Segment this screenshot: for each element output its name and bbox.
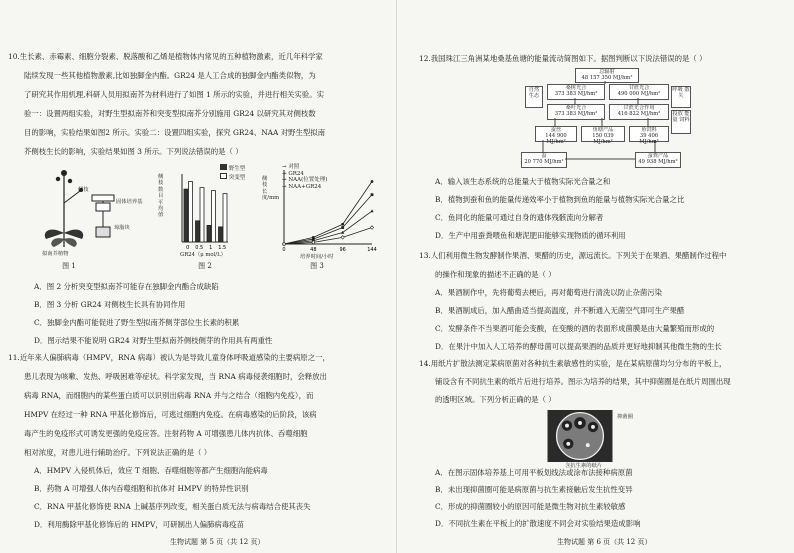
q11-line: 病毒 RNA，而细胞内的某些蛋白质可以识别出病毒 RNA 并与之结合（细胞内免疫），而	[24, 391, 314, 400]
q11-option-d: D．利用酶除甲基化修饰后的 HMPV，可研制出人偏肺病毒疫苗	[34, 520, 244, 529]
node-box	[547, 104, 605, 120]
data-point	[341, 231, 344, 234]
side-box	[671, 110, 691, 134]
legend-item	[220, 164, 245, 173]
q13-option-c: C．发酵条件不当果酒可能会变酸，在变酸的酒的表面形成菌膜是由大量繁殖而形成的	[435, 324, 715, 333]
node-box	[547, 84, 605, 100]
q11-line: 相对浓度，对患儿进行辅助治疗。下列说法正确的是（ ）	[24, 448, 212, 457]
q10-line: 验一：设置两组实验，对野生型拟南芥和突变型拟南芥分别施用 GR24 以研究其对侧枝数	[24, 109, 316, 118]
legend-label: 野生型	[228, 166, 246, 172]
q10-option-a: A．图 2 分析突变型拟南芥可能存在独脚金内酯合成缺陷	[34, 282, 219, 291]
node-value: 373 383 MJ/hm²	[554, 91, 598, 97]
node-label: 桑树光合	[565, 85, 587, 91]
bottom-right-box	[635, 152, 681, 168]
q14-line-1: 铺设含有不同抗生素的纸片后进行培养。图示为培养的结果，其中抑菌圈是在纸片周围出现	[435, 377, 731, 386]
right-footer: 生物试题 第 6 页（共 12 页）	[557, 538, 652, 546]
node-value: 20 770 MJ/hm²	[524, 159, 564, 165]
q13-option-d: D．在果汁中加入人工培养的酵母菌可以提高果酒的品质并更好地抑制其他微生物的生长	[435, 342, 722, 351]
data-point	[370, 226, 373, 230]
q13-option-b: B．果酒制成后，加入醋曲适当提高温度，并不断通入无菌空气即可生产果醋	[435, 306, 685, 315]
q11-option-c: C．RNA 甲基化修饰使 RNA 上碱基序列改变，相关蛋白质无法与病毒结合使其丧失	[34, 502, 311, 511]
node-value: 49 938 MJ/hm²	[638, 159, 678, 165]
data-point	[341, 223, 344, 226]
node-label: 鱼塘产品	[592, 127, 614, 133]
q14-option-c: C．形成的抑菌圈较小的原因可能是微生物对抗生素较敏感	[435, 502, 626, 511]
right-page	[397, 0, 794, 553]
q10-option-c: C．独脚金内酯可能促进了野生型拟南芥侧芽部位生长素的积累	[34, 318, 240, 327]
q11-line: 11.近年来人偏肺病毒（HMPV，RNA 病毒）被认为是导致儿童身体呼吸道感染的主要病原之一，	[8, 353, 330, 362]
middle-box	[581, 126, 625, 145]
fig1-label: 侧枝	[78, 187, 89, 193]
node-label: 蚕丝	[550, 127, 562, 133]
bar	[200, 188, 204, 242]
outflow-box	[671, 86, 691, 108]
petri-dish	[547, 410, 613, 462]
node-value: 416 822 MJ/hm²	[617, 111, 661, 117]
bar	[219, 227, 223, 242]
node-label: 甘蔗光合	[628, 85, 650, 91]
data-point	[341, 226, 344, 229]
node-label: 鱼饲料	[641, 127, 657, 133]
legend-item	[220, 173, 245, 182]
legend-item: → GR24	[282, 170, 304, 177]
source-value: 48 157 350 MJ/hm²	[581, 75, 633, 81]
x-tick-label: 0.5	[195, 245, 204, 251]
figure-1	[34, 163, 144, 271]
legend-item: → 对照	[282, 164, 300, 170]
fig1-label: 固体培养基	[116, 199, 143, 205]
middle-box	[629, 126, 669, 145]
q12-line: 12.我国珠江三角洲某地桑基鱼塘的能量流动简图如下。据图判断以下说法错误的是（ ）	[419, 54, 707, 63]
series-line	[284, 211, 372, 244]
q14-option-b: B．未出现抑菌圈可能是病原菌与抗生素接触后发生抗性变异	[435, 485, 633, 494]
q11-line: 毒产生的免疫形式可诱发更强的免疫应答。注射药物 A 可增强患儿体内抗体、吞噬细胞	[24, 429, 308, 438]
q14-line-2: 的透明区域。下列分析正确的是（ ）	[435, 395, 556, 404]
q12-option-d: D．生产中用蚕粪喂鱼和塘泥肥田能够实现物质的循环利用	[435, 231, 626, 240]
fig3-ylabel: 侧枝长度/mm	[262, 176, 280, 202]
fig1-label: 琼脂块	[114, 225, 130, 231]
figure-3	[262, 162, 380, 272]
figure-1-caption: 图 1	[62, 262, 76, 270]
q13-line: 的操作和现象的描述不正确的是（ ）	[435, 270, 556, 279]
q10-line: 陆续发现一些其他植物激素,比如独脚金内酯。GR24 是人工合成的独脚金内酯类似物，为	[24, 71, 316, 80]
figure-2	[158, 162, 258, 272]
x-tick-label: 96	[339, 247, 346, 253]
legend-label: GR24	[288, 170, 304, 177]
source-box	[575, 68, 639, 83]
x-tick-label: 1	[209, 245, 213, 251]
q12-option-b: B．植物到蚕和鱼的能量传递效率小于植物到鱼的能量与植物实际光合量之比	[435, 195, 685, 204]
node-label: 甘蔗光合作用	[623, 105, 655, 111]
bar	[212, 191, 216, 242]
x-tick-label: 0	[186, 245, 190, 251]
figure-3-caption: 图 3	[310, 262, 324, 270]
bar	[223, 194, 227, 242]
bar	[196, 221, 200, 242]
data-point	[341, 236, 344, 240]
q11-line: HMPV 在经过一种 RNA 甲基化修饰后，可逃过细胞内免疫。在病毒感染的后阶段，该病	[24, 410, 317, 419]
node-label: 蚕粪产品	[647, 153, 669, 159]
fig2-ylabel: 侧枝数目平均值	[158, 174, 164, 219]
q10-line: 了研究其作用机理,科研人员用拟南芥为材料进行了如图 1 所示的实验，并进行相关实验。实	[24, 90, 324, 99]
node-value: 150 039 MJ/hm²	[592, 133, 614, 145]
x-tick-label: 1.5	[218, 245, 227, 251]
q11-option-a: A．HMPV 入侵机体后，效应 T 细胞、吞噬细胞等都产生细胞沟能病毒	[34, 466, 268, 475]
x-tick-label: 48	[310, 247, 317, 253]
x-tick-label: 144	[367, 247, 377, 253]
q10-line: 10.生长素、赤霉素、细胞分裂素、脱落酸和乙烯是植物体内常见的五种植物激素，近几年科学家	[8, 52, 323, 61]
data-point	[371, 193, 374, 196]
fig2-xlabel: GR24（μ mol/L）	[180, 252, 226, 258]
bar	[189, 182, 193, 242]
q10-line: 芥侧枝生长的影响，实验结果如图 3 所示。下列说法错误的是（ ）	[24, 147, 243, 156]
q14-option-a: A．在图示固体培养基上可用平板划线法或涂布法接种病原菌	[435, 468, 633, 477]
q14-option-d: D．不同抗生素在平板上的扩散速度不同会对实验结果造成影响	[435, 519, 641, 528]
figure-2-caption: 图 2	[198, 262, 212, 270]
petri-dish-figure	[547, 410, 657, 470]
left-footer: 生物试题 第 5 页（共 12 页）	[170, 538, 265, 546]
x-tick-label: 0	[282, 247, 286, 253]
q10-line: 目的影响，实验结果如图2 所示。实验二：设置四组实验，探究 GR24、NAA 对野生型拟南	[24, 128, 326, 137]
outflow-label: 呼吸 散失	[672, 87, 690, 99]
fig3-legend	[282, 164, 327, 190]
bar	[184, 189, 188, 242]
q13-option-a: A．果酒制作中，先将葡萄去梗后，再对葡萄进行清洗以防止杂菌污染	[435, 288, 663, 297]
node-label: 蚕	[541, 153, 547, 159]
plant-illustration	[34, 163, 144, 259]
q12-option-c: C．鱼同化的能量可通过自身的遗体残骸流向分解者	[435, 213, 604, 222]
fig1-label: 拟南芥植物	[42, 251, 69, 257]
q11-line: 患儿表现为咳嗽、发热、呼吸困难等症状。科学家发现，当 RNA 病毒侵袭细胞时，会释放出	[24, 372, 327, 381]
fig2-legend	[220, 164, 245, 181]
q12-option-a: A．输入该生态系统的总能量大于植物实际光合量之和	[435, 177, 611, 186]
q10-option-b: B．图 3 分析 GR24 对侧枝生长具有协同作用	[34, 300, 186, 309]
node-value: 144 900 MJ/hm²	[545, 133, 567, 145]
plate-label: 含抗生素的纸片	[565, 463, 603, 469]
node-value: 39 406 MJ/hm²	[639, 133, 659, 145]
legend-label: 对照	[288, 164, 300, 170]
fig3-xlabel: 培养时间/小时	[300, 254, 334, 260]
source-label: 总辐射	[599, 69, 615, 75]
node-value: 373 383 MJ/hm²	[554, 111, 598, 117]
left-side-label: 自然 生态	[528, 87, 540, 99]
q11-option-b: B．药物 A 可增强人体内吞噬细胞和抗体对 HMPV 的特异性识别	[34, 484, 249, 493]
energy-flow-diagram	[525, 68, 695, 172]
left-side-box	[525, 86, 543, 108]
q14-line-0: 14.用纸片扩散法测定某病原菌对各种抗生素敏感性的实验，是在某病原菌均匀分布的平板上，	[419, 359, 727, 368]
node-box	[609, 84, 669, 100]
node-value: 490 000 MJ/hm²	[617, 91, 661, 97]
plate-label: 抑菌圈	[617, 414, 633, 420]
q13-line: 13.人们利用微生物发酵制作果酒、果醋的历史，源远流长。下列关于在果酒、果醋制作过程中	[419, 251, 727, 260]
data-point	[371, 180, 374, 183]
bottom-left-box	[521, 152, 567, 168]
bar	[207, 225, 211, 242]
q10-option-d: D．图示结果不能说明 GR24 对野生型拟南芥侧枝侧芽的作用具有两重性	[34, 336, 273, 345]
legend-label: 突变型	[228, 174, 246, 181]
data-point	[370, 209, 373, 212]
side-label: 投放 能量 饲料	[672, 111, 690, 123]
legend-item: → NAA(位置处理)	[282, 177, 328, 183]
legend-item: → NAA+GR24	[282, 183, 322, 190]
series-line	[284, 182, 372, 244]
node-box	[609, 104, 669, 120]
legend-label: NAA(位置处理)	[288, 177, 328, 183]
node-label: 桑叶光合	[565, 105, 587, 111]
middle-box	[535, 126, 577, 145]
legend-label: NAA+GR24	[288, 183, 322, 190]
